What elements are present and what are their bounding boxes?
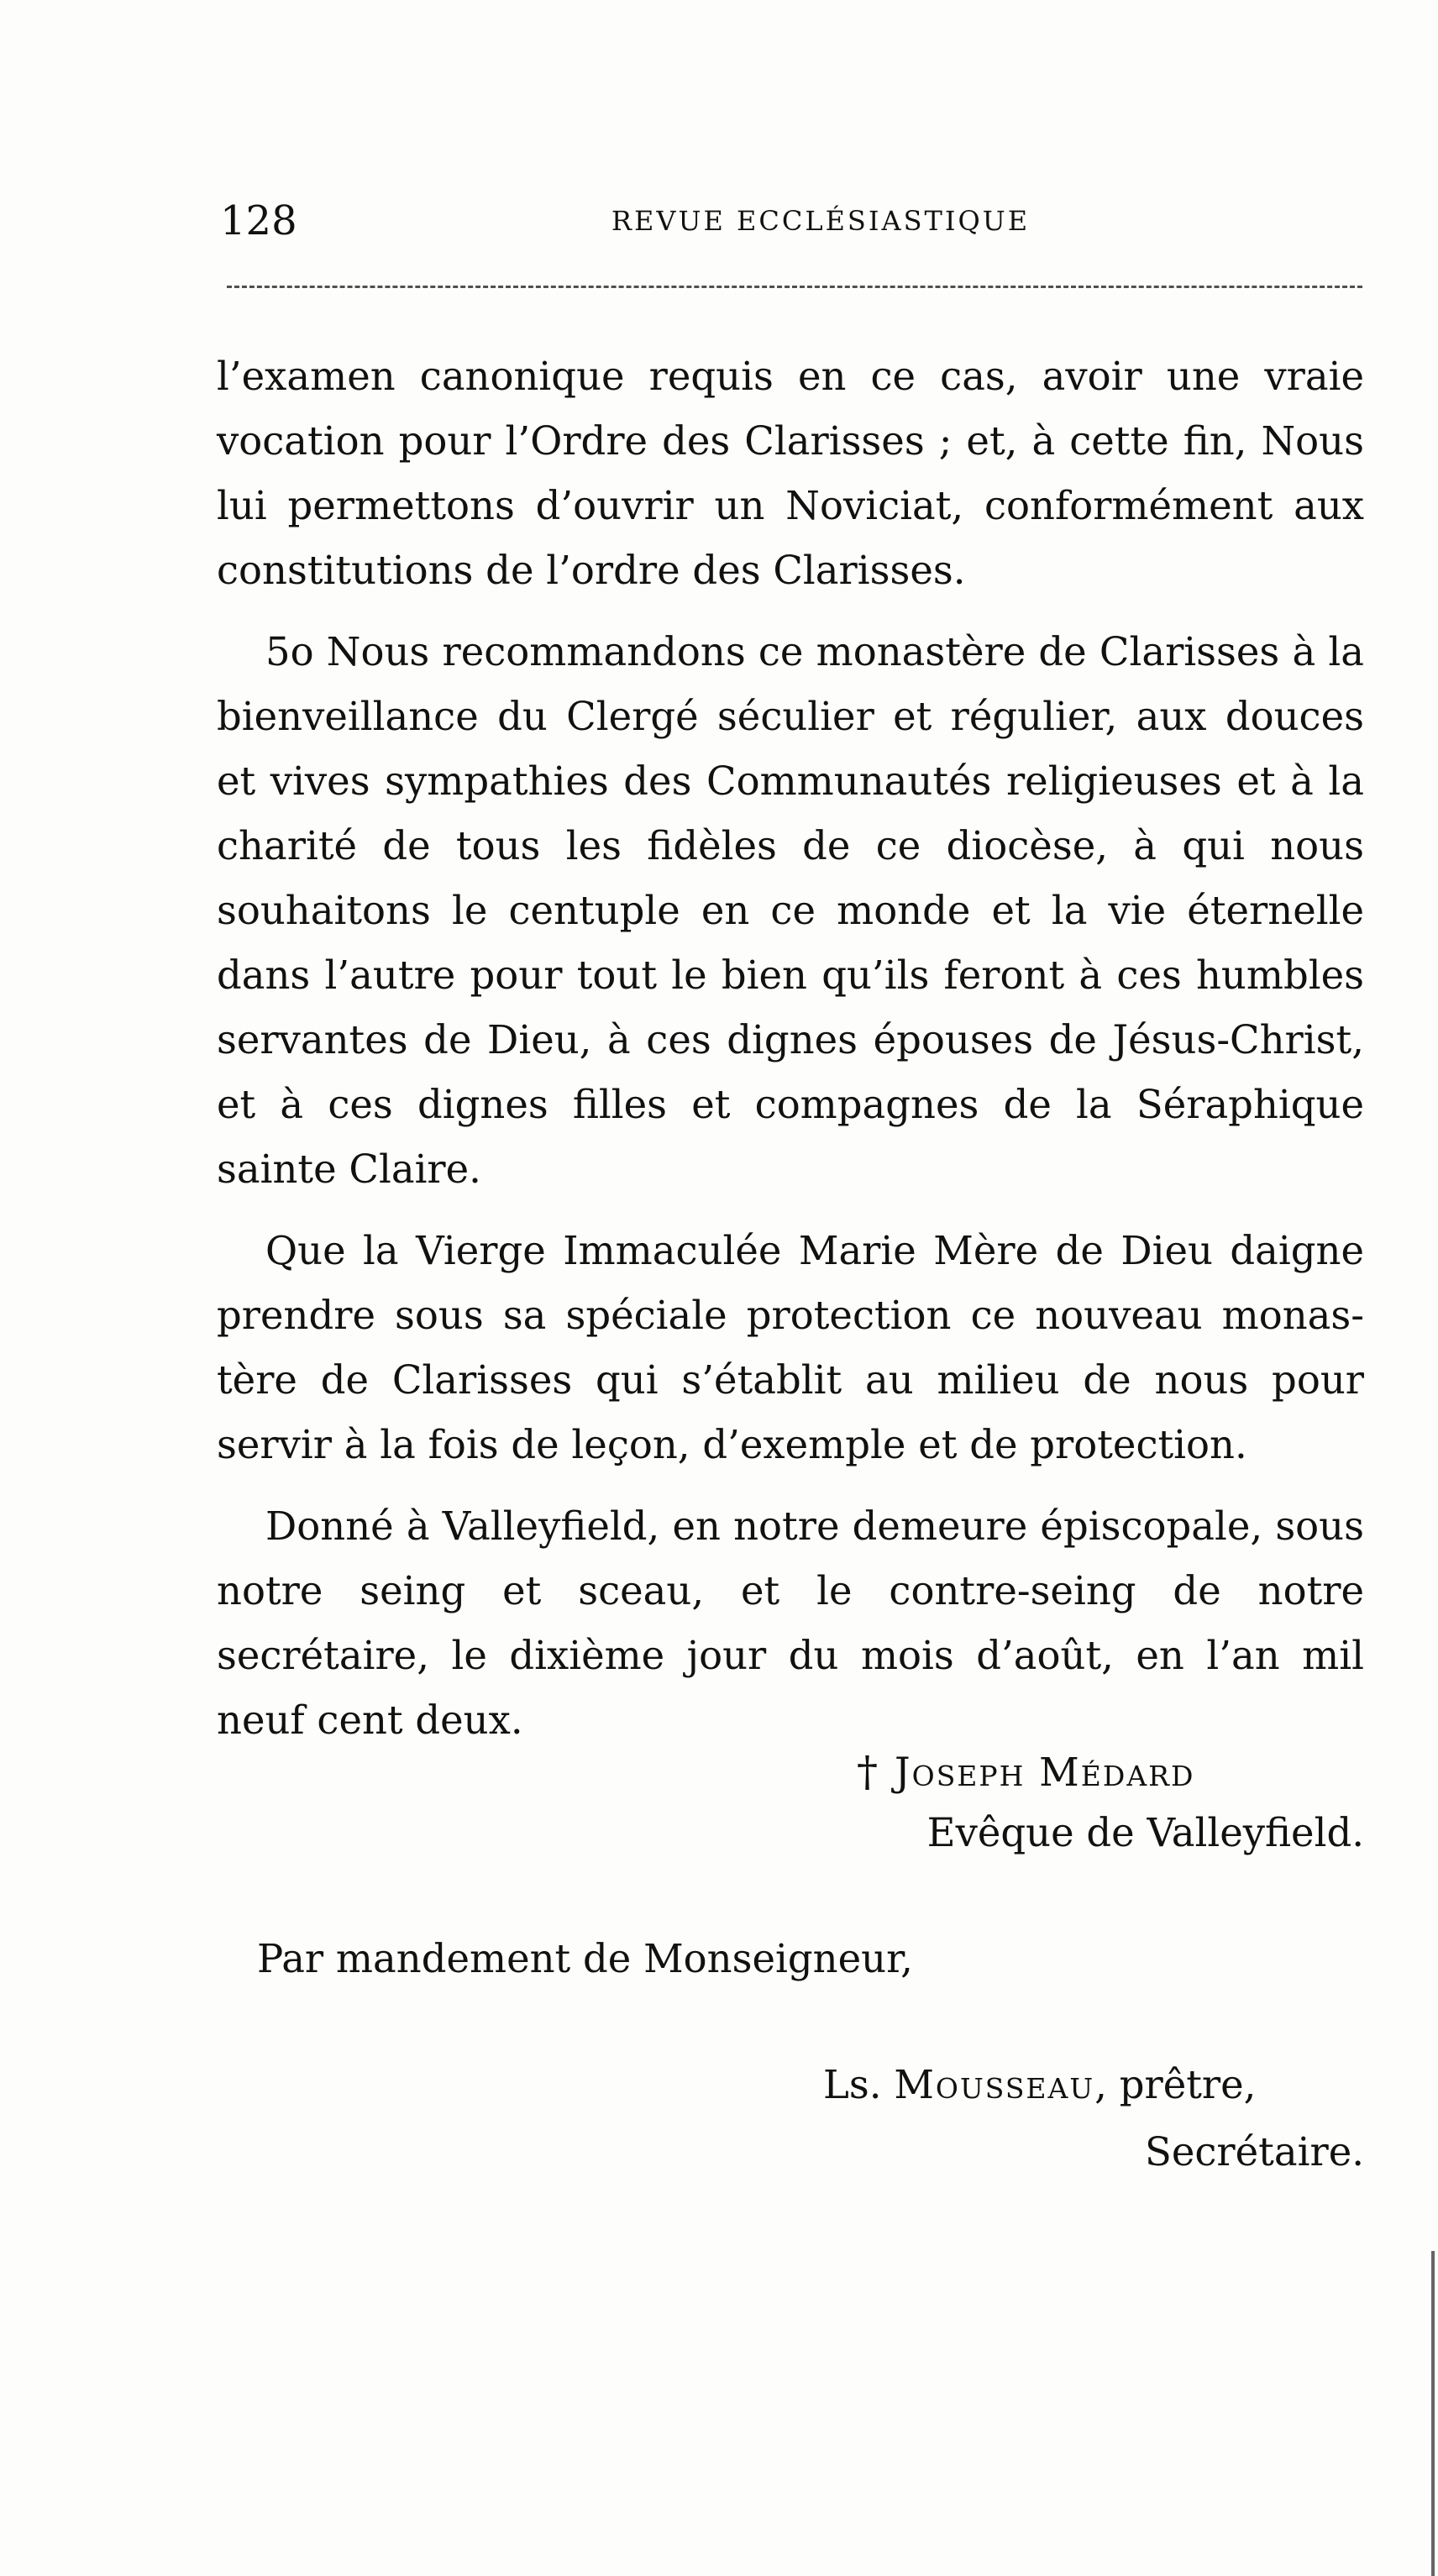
secretary-signature (823, 2062, 1256, 2107)
secretary-name: Mousseau (894, 2062, 1095, 2107)
paragraph-recommendation: 5o Nous recommandons ce monastère de Clarisses à la bienveillance du Clergé séculier et régulier, aux douces et vives sympathies des Communautés religieuses et à la charité de tous les fidèles de ce diocèse, à qui nous souhaitons le centuple en ce monde et la vie éternelle dans l’autre pour tout le bien qu’ils feront à ces humbles servantes de Dieu, à ces dignes épouses de Jésus-Christ, et à ces dignes filles et compagnes de la Séraphique sainte Claire. (217, 629, 1364, 1192)
mandate-line: Par mandement de Monseigneur, (257, 1936, 913, 1981)
secretary-name-prefix: Ls. (823, 2062, 882, 2107)
bishop-signature (857, 1747, 1194, 1796)
secretary-suffix: , prêtre, (1094, 2062, 1257, 2107)
bishop-title: Evêque de Valleyfield. (926, 1810, 1364, 1855)
paragraph-continued: l’examen canonique requis en ce cas, avoir une vraie vocation pour l’Ordre des Clarisses ; et, à cette fin, Nous lui permettons d’ouvrir un Noviciat, conformément aux constitutions de l’ordre des Clarisses. (217, 354, 1364, 593)
header-rule (227, 286, 1362, 288)
bishop-name: Joseph Médard (895, 1750, 1195, 1795)
page-number: 128 (220, 197, 297, 244)
page-header (220, 191, 1362, 250)
page-edge-mark (1431, 2251, 1435, 2576)
running-title: REVUE ECCLÉSIASTIQUE (611, 205, 1031, 237)
cross-icon: † (857, 1747, 878, 1796)
body-text (217, 344, 1364, 1770)
paragraph-given-at: Donné à Valleyfield, en notre demeure épiscopale, sous notre seing et sceau, et le contre-seing de notre secrétaire, le dixième jour du mois d’août, en l’an mil neuf cent deux. (217, 1503, 1364, 1743)
paragraph-prayer: Que la Vierge Immaculée Marie Mère de Dieu daigne prendre sous sa spéciale protection ce nouveau monastère de Clarisses qui s’établit au milieu de nous pour servir à la fois de leçon, d’exemple et de protection. (217, 1228, 1364, 1467)
secretary-title: Secrétaire. (1145, 2129, 1364, 2175)
